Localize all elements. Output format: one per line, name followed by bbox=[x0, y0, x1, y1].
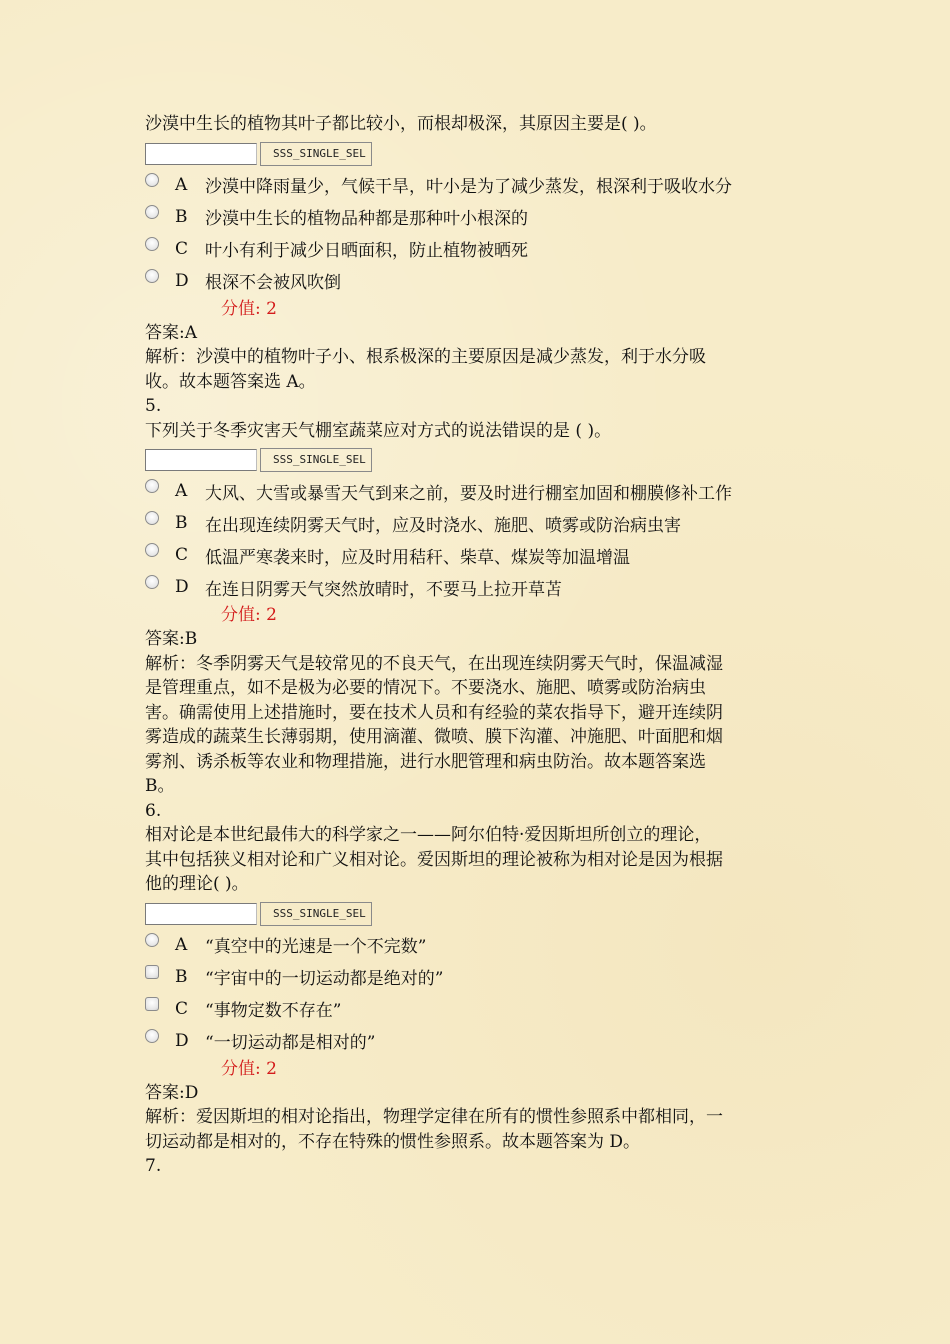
question-stem-line: 相对论是本世纪最伟大的科学家之一——阿尔伯特·爱因斯坦所创立的理论， bbox=[145, 825, 712, 845]
question-5 bbox=[145, 394, 795, 799]
question-type-tag: SSS_SINGLE_SEL bbox=[260, 902, 372, 926]
question-7 bbox=[145, 1154, 795, 1179]
question-number: 6. bbox=[145, 800, 162, 821]
option-c[interactable] bbox=[145, 993, 795, 1025]
document-page bbox=[145, 112, 795, 1179]
analysis-line: 切运动都是相对的，不存在特殊的惯性参照系。故本题答案为 D。 bbox=[145, 1131, 641, 1152]
score-label: 分值: 2 bbox=[221, 298, 277, 319]
option-letter: B bbox=[175, 513, 188, 533]
answer-row bbox=[145, 447, 795, 473]
option-a[interactable] bbox=[145, 169, 795, 201]
question-type-tag: SSS_SINGLE_SEL bbox=[260, 448, 372, 472]
answer-key: 答案:A bbox=[145, 322, 198, 343]
option-a[interactable] bbox=[145, 929, 795, 961]
option-d[interactable] bbox=[145, 571, 795, 603]
option-text: 在出现连续阴雾天气时，应及时浇水、施肥、喷雾或防治病虫害 bbox=[205, 515, 681, 536]
option-letter: C bbox=[175, 238, 189, 259]
option-a[interactable] bbox=[145, 475, 795, 507]
analysis-line: 是管理重点，如不是极为必要的情况下。不要浇水、施肥、喷雾或防治病虫 bbox=[145, 678, 706, 698]
option-text: 沙漠中降雨量少，气候干旱，叶小是为了减少蒸发，根深利于吸收水分 bbox=[205, 177, 732, 197]
option-letter: D bbox=[175, 1030, 189, 1051]
radio-button-icon[interactable] bbox=[145, 933, 159, 947]
answer-key: 答案:B bbox=[145, 629, 198, 649]
option-c[interactable] bbox=[145, 539, 795, 571]
question-type-tag: SSS_SINGLE_SEL bbox=[260, 142, 372, 166]
option-letter: A bbox=[175, 174, 188, 195]
radio-button-icon[interactable] bbox=[145, 269, 159, 283]
option-d[interactable] bbox=[145, 1025, 795, 1057]
option-text: “真空中的光速是一个不完数” bbox=[205, 937, 427, 957]
question-stem: 下列关于冬季灾害天气棚室蔬菜应对方式的说法错误的是 ( )。 bbox=[145, 420, 612, 441]
question-6 bbox=[145, 799, 795, 1155]
analysis-line: 收。故本题答案选 A。 bbox=[145, 371, 316, 392]
score-label: 分值: 2 bbox=[221, 1058, 277, 1079]
question-number: 7. bbox=[145, 1156, 162, 1176]
option-text: 沙漠中生长的植物品种都是那种叶小根深的 bbox=[205, 209, 528, 229]
option-text: 在连日阴雾天气突然放晴时，不要马上拉开草苫 bbox=[205, 579, 562, 600]
answer-row bbox=[145, 141, 795, 167]
radio-button-icon[interactable] bbox=[145, 997, 159, 1011]
answer-input[interactable] bbox=[145, 449, 257, 471]
option-d[interactable] bbox=[145, 265, 795, 297]
option-text: “事物定数不存在” bbox=[205, 1001, 342, 1021]
option-letter: C bbox=[175, 545, 189, 565]
option-text: “一切运动都是相对的” bbox=[205, 1033, 376, 1053]
radio-button-icon[interactable] bbox=[145, 173, 159, 187]
option-letter: A bbox=[175, 934, 188, 955]
radio-button-icon[interactable] bbox=[145, 965, 159, 979]
answer-key: 答案:D bbox=[145, 1082, 199, 1103]
option-letter: C bbox=[175, 998, 189, 1019]
option-b[interactable] bbox=[145, 201, 795, 233]
radio-button-icon[interactable] bbox=[145, 543, 159, 557]
analysis-line: 解析：沙漠中的植物叶子小、根系极深的主要原因是减少蒸发，利于水分吸 bbox=[145, 347, 706, 367]
question-stem-line: 其中包括狭义相对论和广义相对论。爱因斯坦的理论被称为相对论是因为根据 bbox=[145, 849, 723, 870]
question-number: 5. bbox=[145, 396, 162, 416]
radio-button-icon[interactable] bbox=[145, 479, 159, 493]
analysis-line: 解析：爱因斯坦的相对论指出，物理学定律在所有的惯性参照系中都相同，一 bbox=[145, 1107, 723, 1127]
radio-button-icon[interactable] bbox=[145, 575, 159, 589]
answer-row bbox=[145, 901, 795, 927]
radio-button-icon[interactable] bbox=[145, 1029, 159, 1043]
option-text: “宇宙中的一切运动都是绝对的” bbox=[205, 969, 444, 989]
answer-input[interactable] bbox=[145, 903, 257, 925]
answer-input[interactable] bbox=[145, 143, 257, 165]
option-letter: D bbox=[175, 577, 189, 597]
radio-button-icon[interactable] bbox=[145, 511, 159, 525]
option-text: 根深不会被风吹倒 bbox=[205, 273, 341, 293]
option-letter: B bbox=[175, 206, 188, 227]
question-4 bbox=[145, 112, 795, 394]
option-letter: B bbox=[175, 966, 188, 987]
option-text: 大风、大雪或暴雪天气到来之前，要及时进行棚室加固和棚膜修补工作 bbox=[205, 483, 732, 504]
option-c[interactable] bbox=[145, 233, 795, 265]
analysis-line: 雾剂、诱杀板等农业和物理措施，进行水肥管理和病虫防治。故本题答案选 bbox=[145, 751, 706, 772]
option-letter: D bbox=[175, 270, 189, 291]
option-letter: A bbox=[175, 481, 188, 501]
option-b[interactable] bbox=[145, 507, 795, 539]
question-stem: 沙漠中生长的植物其叶子都比较小，而根却极深，其原因主要是( )。 bbox=[145, 114, 657, 134]
radio-button-icon[interactable] bbox=[145, 205, 159, 219]
option-text: 叶小有利于减少日晒面积，防止植物被晒死 bbox=[205, 241, 528, 261]
radio-button-icon[interactable] bbox=[145, 237, 159, 251]
analysis-line: B。 bbox=[145, 776, 175, 796]
question-stem-line: 他的理论( )。 bbox=[145, 874, 249, 894]
option-text: 低温严寒袭来时，应及时用秸秆、柴草、煤炭等加温增温 bbox=[205, 547, 630, 568]
analysis-line: 害。确需使用上述措施时，要在技术人员和有经验的菜农指导下，避开连续阴 bbox=[145, 702, 723, 723]
analysis-line: 雾造成的蔬菜生长薄弱期，使用滴灌、微喷、膜下沟灌、冲施肥、叶面肥和烟 bbox=[145, 727, 723, 747]
option-b[interactable] bbox=[145, 961, 795, 993]
score-label: 分值: 2 bbox=[221, 605, 277, 625]
analysis-line: 解析：冬季阴雾天气是较常见的不良天气，在出现连续阴雾天气时，保温减湿 bbox=[145, 653, 723, 674]
